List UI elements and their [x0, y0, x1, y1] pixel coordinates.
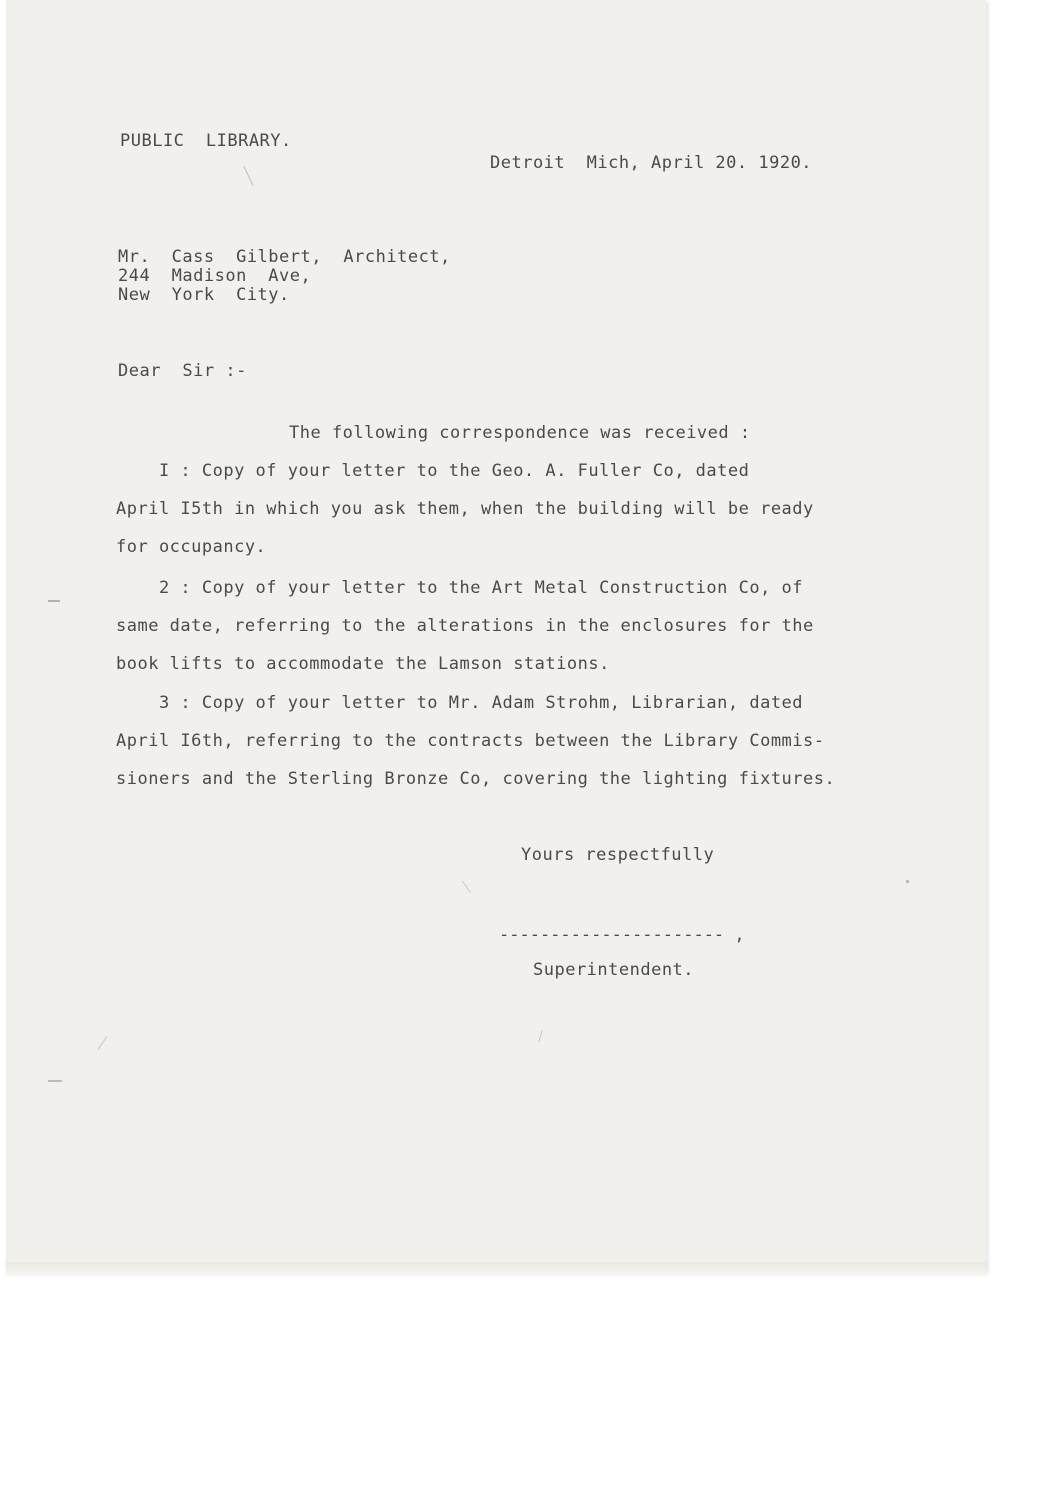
- paper-mark: [48, 1080, 62, 1082]
- recipient-address: [118, 248, 451, 305]
- signature-line: ---------------------- ,: [499, 925, 745, 945]
- paragraph-line: 3 : Copy of your letter to Mr. Adam Strohm, Librarian, dated: [116, 693, 804, 713]
- address-line: 244 Madison Ave,: [118, 266, 312, 286]
- paragraph-line: same date, referring to the alterations in the enclosures for the: [116, 616, 814, 636]
- paragraph-line: book lifts to accommodate the Lamson stations.: [116, 654, 610, 674]
- paper-mark: [48, 600, 60, 602]
- paragraph-line: sioners and the Sterling Bronze Co, covering the lighting fixtures.: [116, 769, 836, 789]
- paragraph-line: I : Copy of your letter to the Geo. A. Fuller Co, dated: [116, 461, 750, 481]
- paper-mark: [906, 880, 909, 883]
- closing: Yours respectfully: [521, 845, 715, 865]
- letterhead: PUBLIC LIBRARY.: [120, 131, 292, 151]
- address-line: New York City.: [118, 285, 290, 305]
- address-line: Mr. Cass Gilbert, Architect,: [118, 247, 451, 267]
- paragraph-line: 2 : Copy of your letter to the Art Metal Construction Co, of: [116, 578, 804, 598]
- intro-line: The following correspondence was received :: [289, 423, 751, 443]
- paragraph-line: April I6th, referring to the contracts between the Library Commis-: [116, 731, 825, 751]
- item-paragraph-3: [116, 684, 835, 798]
- paragraph-line: for occupancy.: [116, 537, 267, 557]
- paragraph-line: April I5th in which you ask them, when the building will be ready: [116, 499, 814, 519]
- item-paragraph-2: [116, 569, 814, 683]
- sheet-edge: [6, 1262, 986, 1276]
- salutation: Dear Sir :-: [118, 361, 247, 381]
- dateline: Detroit Mich, April 20. 1920.: [490, 153, 813, 173]
- item-paragraph-1: [116, 452, 814, 566]
- signature-title: Superintendent.: [533, 960, 695, 980]
